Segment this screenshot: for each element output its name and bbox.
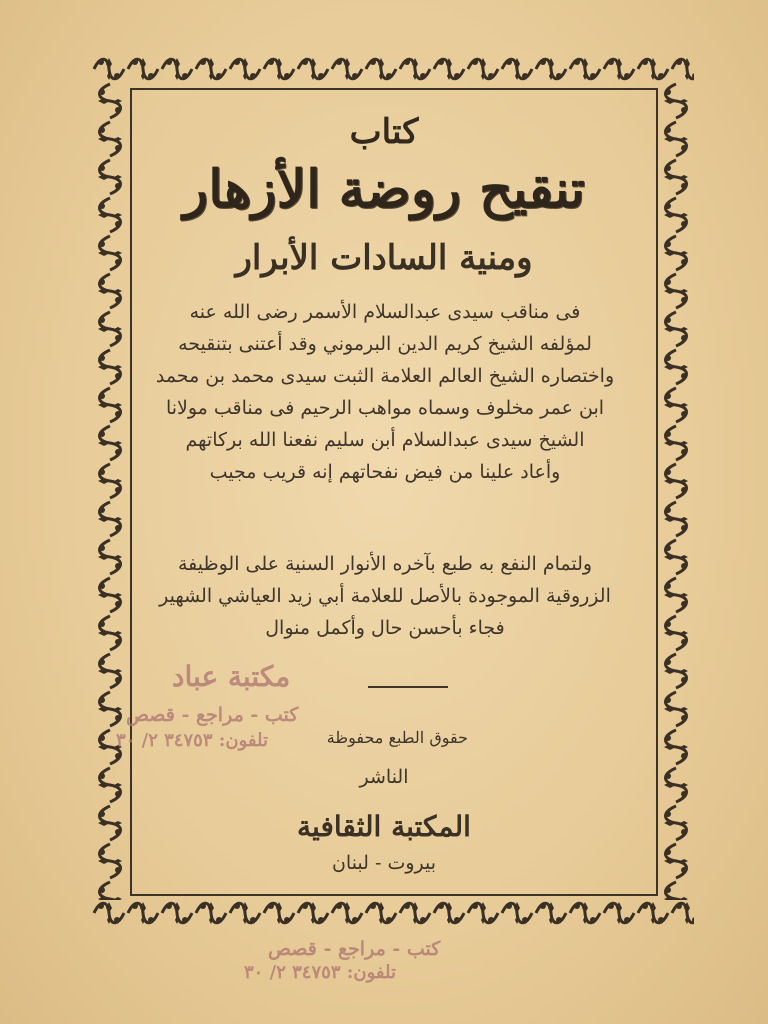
bookshop-stamp-name: مكتبة عباد [172,660,291,693]
publisher-city: بيروت - لبنان [331,852,437,874]
description-line: وأعاد علينا من فيض نفحاتهم إنه قريب مجيب [209,461,561,483]
divider-rule [368,686,448,688]
publisher-name: المكتبة الثقافية [297,810,471,843]
bookshop-stamp-desc: كتب - مراجع - قصص [126,704,299,726]
description-line: فى مناقب سيدى عبدالسلام الأسمر رضى الله عنه [189,301,581,323]
supplement-line: الزروقية الموجودة بالأصل للعلامة أبي زيد العياشي الشهير [159,585,611,607]
book-label: كتاب [349,112,419,152]
ornament-border-bottom [92,896,694,930]
publisher-label: الناشر [359,766,409,788]
rights-notice: حقوق الطبع محفوظة [326,728,468,747]
description-block [130,296,640,488]
ornament-border-top [92,52,694,86]
description-line: ابن عمر مخلوف وسماه مواهب الرحيم فى مناقب مولانا [165,397,605,419]
supplement-block [130,548,640,644]
description-line: الشيخ سيدى عبدالسلام أبن سليم نفعنا الله بركاتهم [185,429,585,451]
bottom-stamp-desc: كتب - مراجع - قصص [268,938,441,960]
bottom-stamp-phone: تلفون: ٣٤٧٥٣ ٢/ ٣٠ [244,962,396,983]
book-title: تنقيح روضة الأزهار [183,159,585,220]
supplement-line: فجاء بأحسن حال وأكمل منوال [265,617,505,639]
book-subtitle: ومنية السادات الأبرار [235,238,533,278]
supplement-line: ولتمام النفع به طبع بآخره الأنوار السنية على الوظيفة [177,553,593,575]
description-line: واختصاره الشيخ العالم العلامة الثبت سيدى محمد بن محمد [155,365,615,387]
description-line: لمؤلفه الشيخ كريم الدين البرموني وقد أعتنى بتنقيحه [178,333,592,355]
bookshop-stamp-phone: تلفون: ٣٤٧٥٣ ٢/ ٣٠ [116,730,268,751]
